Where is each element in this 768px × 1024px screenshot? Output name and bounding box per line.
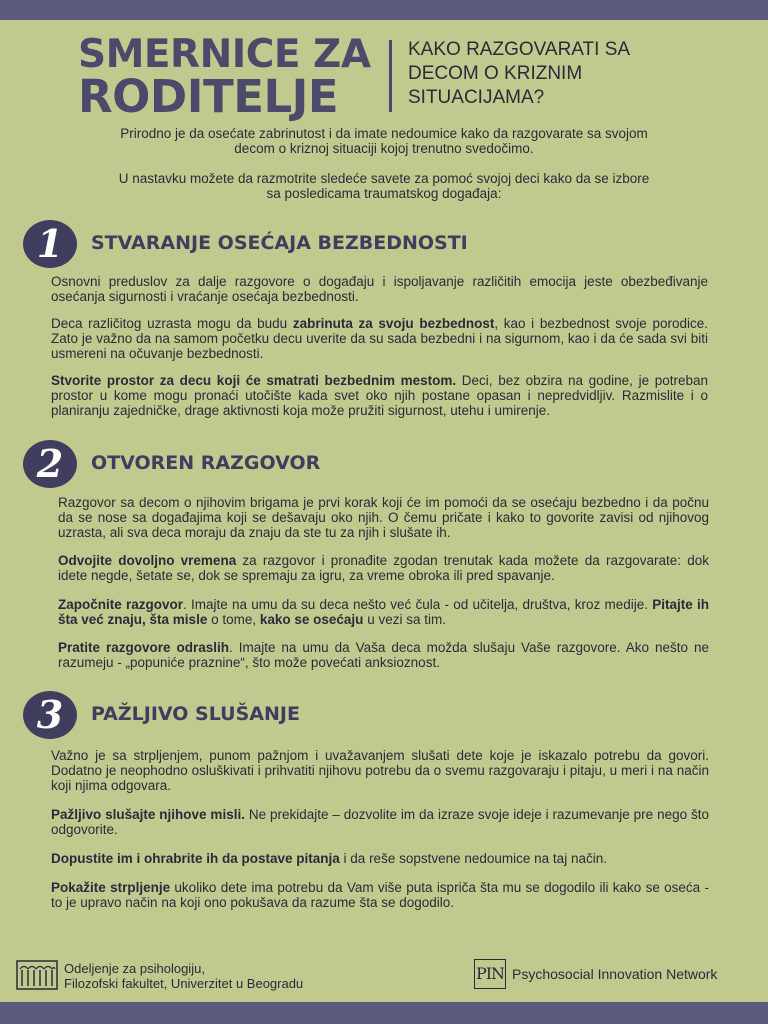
intro-paragraph-1 — [60, 126, 708, 156]
section-number-badge: 1 — [23, 220, 77, 268]
section-2-paragraph-3: Započnite razgovor. Imajte na umu da su deca nešto već čula - od učitelja, društva, kroz medije. Pitajte ih šta već znaju, šta misle o tome, kako se osećaju u vezi sa tim. — [58, 597, 709, 627]
institution-line-2: Filozofski fakultet, Univerzitet u Beogradu — [64, 976, 304, 991]
intro-2-line-1: U nastavku možete da razmotrite sledeće savete za pomoć svojoj deci kako da se izbore — [118, 171, 650, 186]
section-1-paragraph-2: Deca različitog uzrasta mogu da budu zabrinuta za svoju bezbednost, kao i bezbednost svoje porodice. Zato je važno da na samom početku decu uverite da su sada bezbedni i na sigurnom, kao i da će sada svi biti usmereni na očuvanje bezbednosti. — [51, 316, 708, 361]
section-1-header — [23, 220, 723, 270]
intro-1-line-2: decom o kriznoj situaciji kojoj trenutno svedočimo. — [234, 141, 534, 156]
subtitle-line-2: DECOM O KRIZNIM — [408, 63, 583, 84]
section-3-paragraph-4: Pokažite strpljenje ukoliko dete ima potrebu da Vam više puta ispriča šta mu se dogodilo ili kako se oseća - to je upravo način na koji ono pokušava da razume šta se dogodilo. — [51, 880, 709, 910]
page-subtitle — [408, 38, 708, 110]
section-title: STVARANJE OSEĆAJA BEZBEDNOSTI — [91, 232, 468, 254]
section-1-paragraph-1: Osnovni preduslov za dalje razgovore o događaju i ispoljavanje različitih emocija jeste obezbeđivanje osećanja sigurnosti i vraćanje osećaja bezbednosti. — [51, 274, 708, 304]
page-title — [78, 32, 371, 123]
section-1-paragraph-3: Stvorite prostor za decu koji će smatrati bezbednim mestom. Deci, bez obzira na godine, je potreban prostor u kome mogu pronaći utočište kada svet oko njih postane opasan i nepredvidljiv. Razmislite i o planiranju zajedničke, drage aktivnosti koja može pružiti sigurnost, utehu i umirenje. — [51, 373, 709, 418]
title-line-2: RODITELJE — [78, 70, 339, 123]
section-3-header — [23, 691, 723, 741]
section-title: PAŽLJIVO SLUŠANJE — [91, 703, 300, 725]
pin-logo-icon: PIN — [474, 959, 506, 989]
building-columns-icon — [16, 960, 58, 990]
footer-pin — [474, 959, 754, 991]
title-divider — [389, 40, 392, 112]
section-3-paragraph-3: Dopustite im i ohrabrite ih da postave pitanja i da reše sopstvene nedoumice na taj način. — [51, 851, 607, 866]
section-2-paragraph-2: Odvojite dovoljno vremena za razgovor i pronađite zgodan trenutak kada možete da razgovarate: dok idete negde, šetate se, dok se spremaju za igru, za vreme obroka ili pred spavanje. — [58, 553, 709, 583]
section-3-paragraph-2: Pažljivo slušajte njihove misli. Ne prekidajte – dozvolite im da izraze svoje ideje i razumevanje pre nego što odgovorite. — [51, 807, 709, 837]
section-2-paragraph-1: Razgovor sa decom o njihovim brigama je prvi korak koji će im pomoći da se osećaju bezbedno i da počnu da se nose sa događajima koji se dešavaju oko njih. O čemu pričate i kako to govorite zavisi od njihovog uzrasta, ali sva deca moraju da znaju da ste tu za njih i slušate ih. — [58, 495, 709, 540]
section-3-paragraph-1: Važno je sa strpljenjem, punom pažnjom i uvažavanjem slušati dete koje je iskazalo potrebu da govori. Dodatno je neophodno osluškivati i prihvatiti njihovu potrebu da o svemu razgovaraju i pitaju, u meri i na način koji njima odgovara. — [51, 748, 709, 793]
section-title: OTVOREN RAZGOVOR — [91, 452, 321, 474]
section-2-paragraph-4: Pratite razgovore odraslih. Imajte na umu da Vaša deca možda slušaju Vaše razgovore. Ako nešto ne razumeju - „popuniće praznine“, što može povećati anksioznost. — [58, 640, 709, 670]
subtitle-line-3: SITUACIJAMA? — [408, 87, 545, 108]
top-band — [0, 0, 768, 20]
institution-name — [64, 961, 303, 991]
pin-organization-name: Psychosocial Innovation Network — [512, 966, 718, 982]
intro-2-line-2: sa posledicama traumatskog događaja: — [266, 186, 502, 201]
institution-line-1: Odeljenje za psihologiju, — [64, 961, 205, 976]
section-2-header — [23, 440, 723, 490]
section-number-badge: 2 — [23, 440, 77, 488]
section-number-badge: 3 — [23, 691, 77, 739]
page-header — [0, 32, 768, 123]
title-line-1: SMERNICE ZA — [78, 32, 371, 77]
bottom-band — [0, 1002, 768, 1024]
intro-1-line-1: Prirodno je da osećate zabrinutost i da imate nedoumice kako da razgovarate sa svojom — [120, 126, 648, 141]
subtitle-line-1: KAKO RAZGOVARATI SA — [408, 39, 631, 60]
intro-paragraph-2 — [60, 171, 708, 201]
